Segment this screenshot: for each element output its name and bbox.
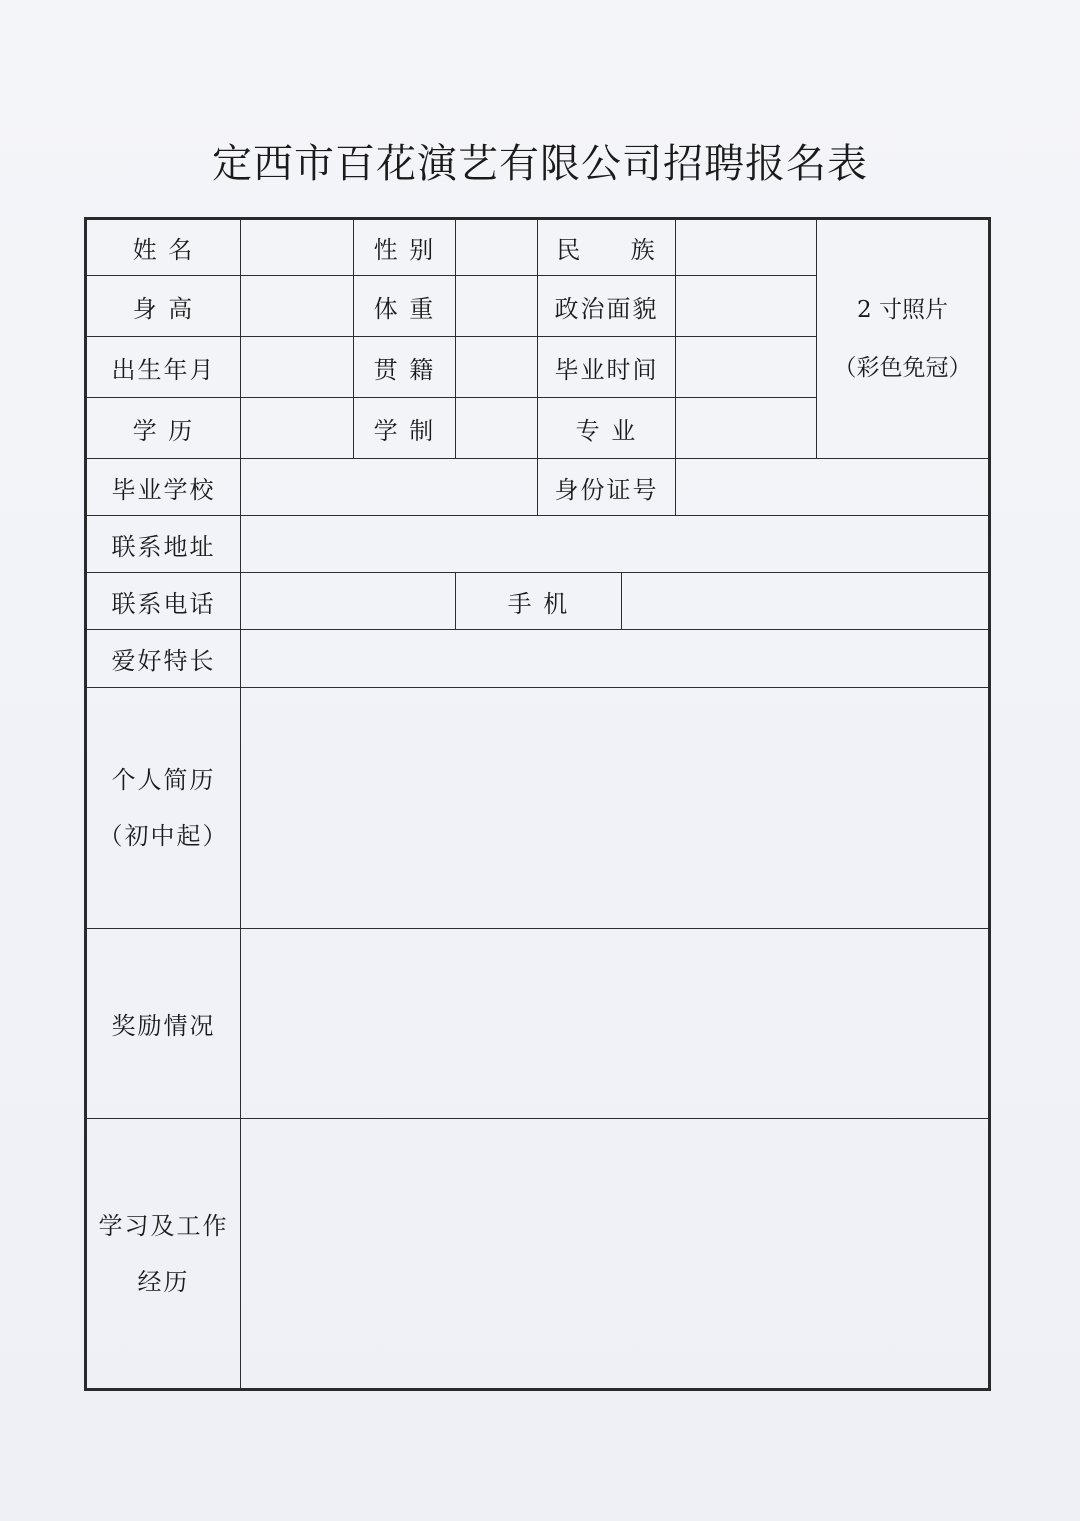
field-grad-time[interactable] — [676, 337, 817, 398]
field-political[interactable] — [676, 276, 817, 337]
label-resume-line2: （初中起） — [98, 822, 229, 850]
label-ethnicity: 民 族 — [538, 219, 676, 276]
row-resume — [86, 688, 990, 929]
row-name — [86, 219, 990, 276]
field-height[interactable] — [241, 276, 354, 337]
photo-box[interactable] — [817, 219, 990, 459]
label-school-system: 学 制 — [354, 398, 456, 459]
label-grad-time: 毕业时间 — [538, 337, 676, 398]
field-name[interactable] — [241, 219, 354, 276]
label-work-line2: 经历 — [137, 1267, 190, 1296]
photo-size-text: 2 寸照片 — [857, 297, 948, 323]
field-resume[interactable] — [241, 688, 990, 929]
label-address: 联系地址 — [86, 516, 241, 573]
row-address — [86, 516, 990, 573]
field-gender[interactable] — [456, 219, 538, 276]
row-hobbies — [86, 630, 990, 688]
field-education[interactable] — [241, 398, 354, 459]
field-address[interactable] — [241, 516, 990, 573]
row-phone — [86, 573, 990, 630]
label-height: 身 高 — [86, 276, 241, 337]
label-political: 政治面貌 — [538, 276, 676, 337]
label-origin: 贯 籍 — [354, 337, 456, 398]
label-resume — [86, 688, 241, 929]
label-resume-line1: 个人简历 — [111, 766, 216, 794]
row-awards — [86, 929, 990, 1119]
label-school: 毕业学校 — [86, 459, 241, 516]
label-gender: 性 别 — [354, 219, 456, 276]
label-mobile: 手 机 — [456, 573, 622, 630]
label-phone: 联系电话 — [86, 573, 241, 630]
form-title: 定西市百花演艺有限公司招聘报名表 — [212, 141, 868, 187]
field-phone[interactable] — [241, 573, 456, 630]
label-education: 学 历 — [86, 398, 241, 459]
field-major[interactable] — [676, 398, 817, 459]
label-major: 专 业 — [538, 398, 676, 459]
label-hobbies: 爱好特长 — [86, 630, 241, 688]
label-awards: 奖励情况 — [86, 929, 241, 1119]
field-hobbies[interactable] — [241, 630, 990, 688]
photo-requirement-text: （彩色免冠） — [833, 355, 972, 381]
field-awards[interactable] — [241, 929, 990, 1119]
field-school-system[interactable] — [456, 398, 538, 459]
label-work — [86, 1119, 241, 1390]
registration-table — [84, 217, 991, 1391]
row-work — [86, 1119, 990, 1390]
label-birth: 出生年月 — [86, 337, 241, 398]
label-weight: 体 重 — [354, 276, 456, 337]
field-origin[interactable] — [456, 337, 538, 398]
label-work-line1: 学习及工作 — [98, 1211, 229, 1240]
field-mobile[interactable] — [622, 573, 990, 630]
field-work[interactable] — [241, 1119, 990, 1390]
field-id-number[interactable] — [676, 459, 990, 516]
label-name: 姓 名 — [86, 219, 241, 276]
field-weight[interactable] — [456, 276, 538, 337]
label-id-number: 身份证号 — [538, 459, 676, 516]
field-ethnicity[interactable] — [676, 219, 817, 276]
row-school — [86, 459, 990, 516]
field-school[interactable] — [241, 459, 538, 516]
field-birth[interactable] — [241, 337, 354, 398]
